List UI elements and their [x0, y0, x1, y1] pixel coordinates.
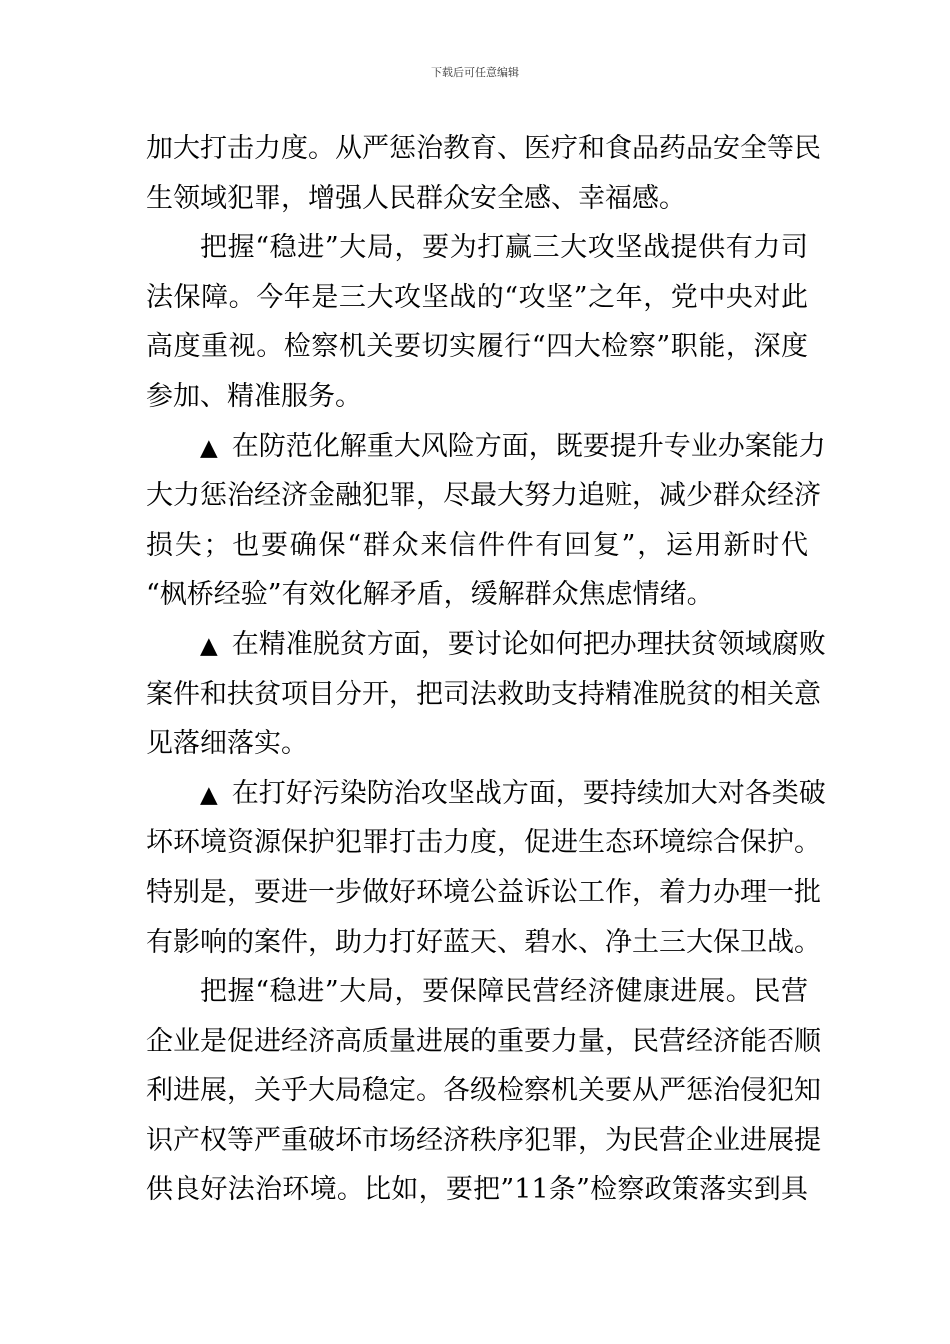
- text-line-first: [146, 620, 826, 670]
- bullet-paragraph: [146, 769, 826, 967]
- text-line-content: 在打好污染防治攻坚战方面，要持续加大对各类破: [231, 777, 826, 809]
- page-header: 下载后可任意编辑: [431, 66, 519, 79]
- text-line: 参加、精准服务。: [146, 380, 362, 412]
- text-line: 把握“稳进”大局，要保障民营经济健康进展。民营: [200, 976, 808, 1008]
- text-line: 识产权等严重破坏市场经济秩序犯罪，为民营企业进展提: [146, 1124, 821, 1156]
- text-line-first: [146, 769, 826, 819]
- triangle-bullet-icon: ▲: [200, 434, 218, 461]
- text-line: 案件和扶贫项目分开，把司法救助支持精准脱贫的相关意: [146, 678, 821, 710]
- text-line: 大力惩治经济金融犯罪，尽最大努力追赃，减少群众经济: [146, 480, 821, 512]
- document-body: [146, 124, 826, 1215]
- bullet-paragraph: [146, 620, 826, 769]
- text-line: “枫桥经验”有效化解矛盾，缓解群众焦虑情绪。: [146, 579, 714, 611]
- triangle-bullet-icon: ▲: [200, 632, 218, 659]
- paragraph: [146, 967, 821, 1215]
- text-line-content: 在精准脱贫方面，要讨论如何把办理扶贫领域腐败: [231, 628, 826, 660]
- text-line: 坏环境资源保护犯罪打击力度，促进生态环境综合保护。: [146, 827, 821, 859]
- text-line: 见落细落实。: [146, 728, 308, 760]
- text-line-first: [146, 422, 826, 472]
- text-line: 高度重视。检察机关要切实履行“四大检察”职能，深度: [146, 331, 808, 363]
- bullet-paragraph: [146, 422, 826, 620]
- text-line: 特别是，要进一步做好环境公益诉讼工作，着力办理一批: [146, 876, 821, 908]
- text-line: 把握“稳进”大局，要为打赢三大攻坚战提供有力司: [200, 232, 808, 264]
- text-line: 利进展，关乎大局稳定。各级检察机关要从严惩治侵犯知: [146, 1075, 821, 1107]
- text-line: 法保障。今年是三大攻坚战的“攻坚”之年，党中央对此: [146, 281, 808, 313]
- text-line: 企业是促进经济高质量进展的重要力量，民营经济能否顺: [146, 1025, 821, 1057]
- triangle-bullet-icon: ▲: [200, 781, 218, 808]
- text-line: 供良好法治环境。比如，要把”11条”检察政策落实到具: [146, 1174, 808, 1206]
- paragraph: [146, 124, 821, 223]
- paragraph: [146, 223, 808, 421]
- text-line: 损失；也要确保“群众来信件件有回复”，运用新时代: [146, 529, 808, 561]
- text-line: 加大打击力度。从严惩治教育、医疗和食品药品安全等民: [146, 133, 821, 164]
- text-line-content: 在防范化解重大风险方面，既要提升专业办案能力: [231, 430, 826, 462]
- text-line: 有影响的案件，助力打好蓝天、碧水、净土三大保卫战。: [146, 926, 821, 958]
- text-line: 生领域犯罪，增强人民群众安全感、幸福感。: [146, 182, 686, 214]
